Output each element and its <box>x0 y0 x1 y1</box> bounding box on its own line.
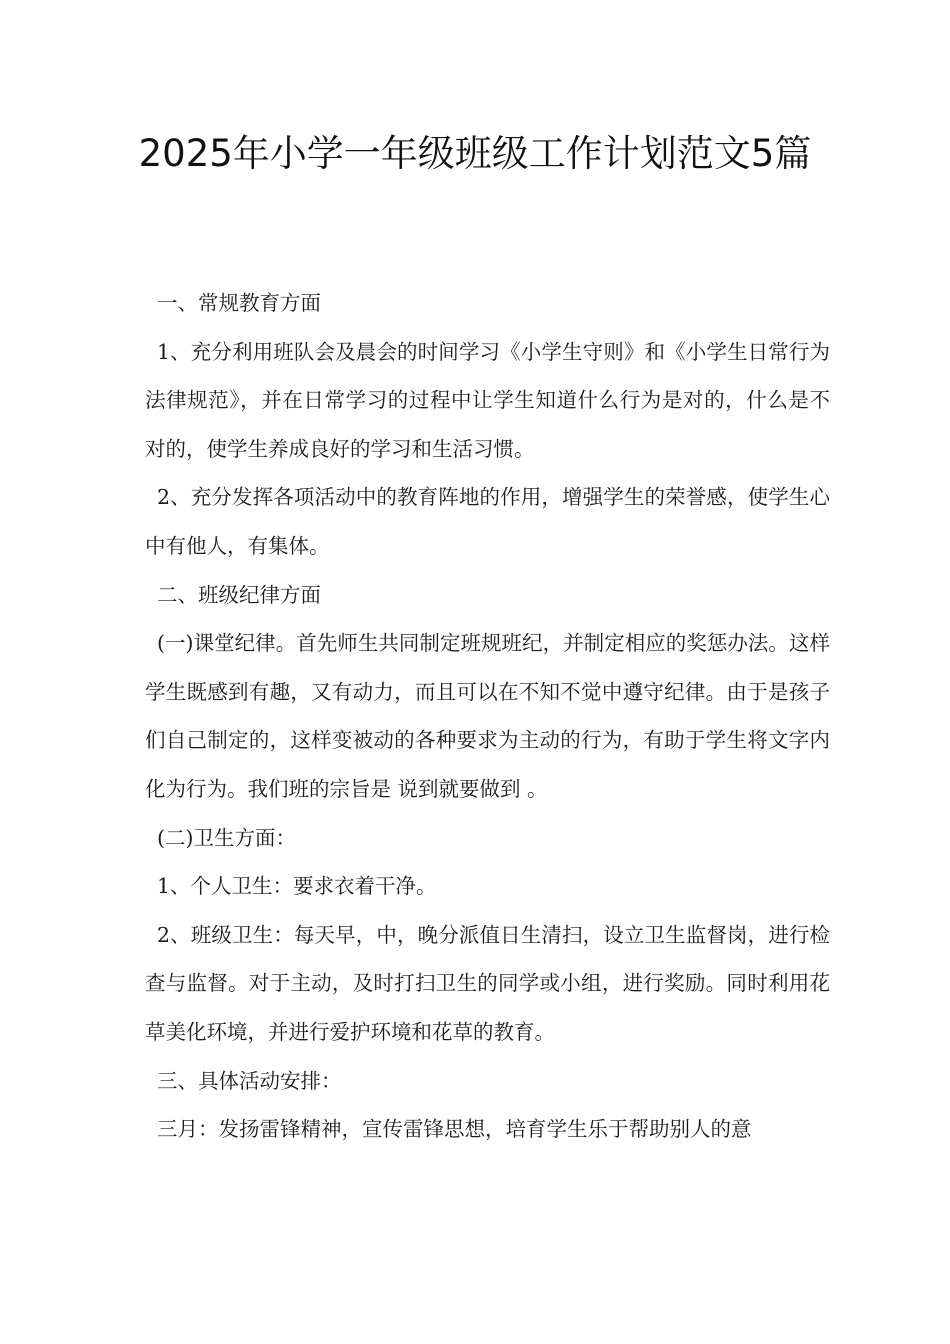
paragraph: 2、充分发挥各项活动中的教育阵地的作用，增强学生的荣誉感，使学生心中有他人，有集体。 <box>145 485 830 558</box>
paragraph: 2、班级卫生：每天早，中，晚分派值日生清扫，设立卫生监督岗，进行检查与监督。对于主动，及时打扫卫生的同学或小组，进行奖励。同时利用花草美化环境，并进行爱护环境和花草的教育。 <box>145 922 830 1044</box>
paragraph: 1、充分利用班队会及晨会的时间学习《小学生守则》和《小学生日常行为法律规范》，并在日常学习的过程中让学生知道什么行为是对的，什么是不对的，使学生养成良好的学习和生活习惯。 <box>145 339 830 461</box>
paragraph: (一)课堂纪律。首先师生共同制定班规班纪，并制定相应的奖惩办法。这样学生既感到有趣，又有动力，而且可以在不知不觉中遵守纪律。由于是孩子们自己制定的，这样变被动的各种要求为主动的行为，有助于学生将文字内化为行为。我们班的宗旨是 说到就要做到 。 <box>145 631 830 801</box>
subsection-heading: (二)卫生方面： <box>157 825 296 850</box>
section-heading: 三、具体活动安排： <box>157 1068 342 1093</box>
section-heading: 二、班级纪律方面 <box>157 582 321 607</box>
paragraph: 1、个人卫生：要求衣着干净。 <box>157 874 437 899</box>
document-title: 2025年小学一年级班级工作计划范文5篇 <box>138 132 812 175</box>
document-body <box>145 279 830 1154</box>
paragraph: 三月：发扬雷锋精神，宣传雷锋思想，培育学生乐于帮助别人的意 <box>157 1117 752 1142</box>
section-heading: 一、常规教育方面 <box>157 291 321 315</box>
